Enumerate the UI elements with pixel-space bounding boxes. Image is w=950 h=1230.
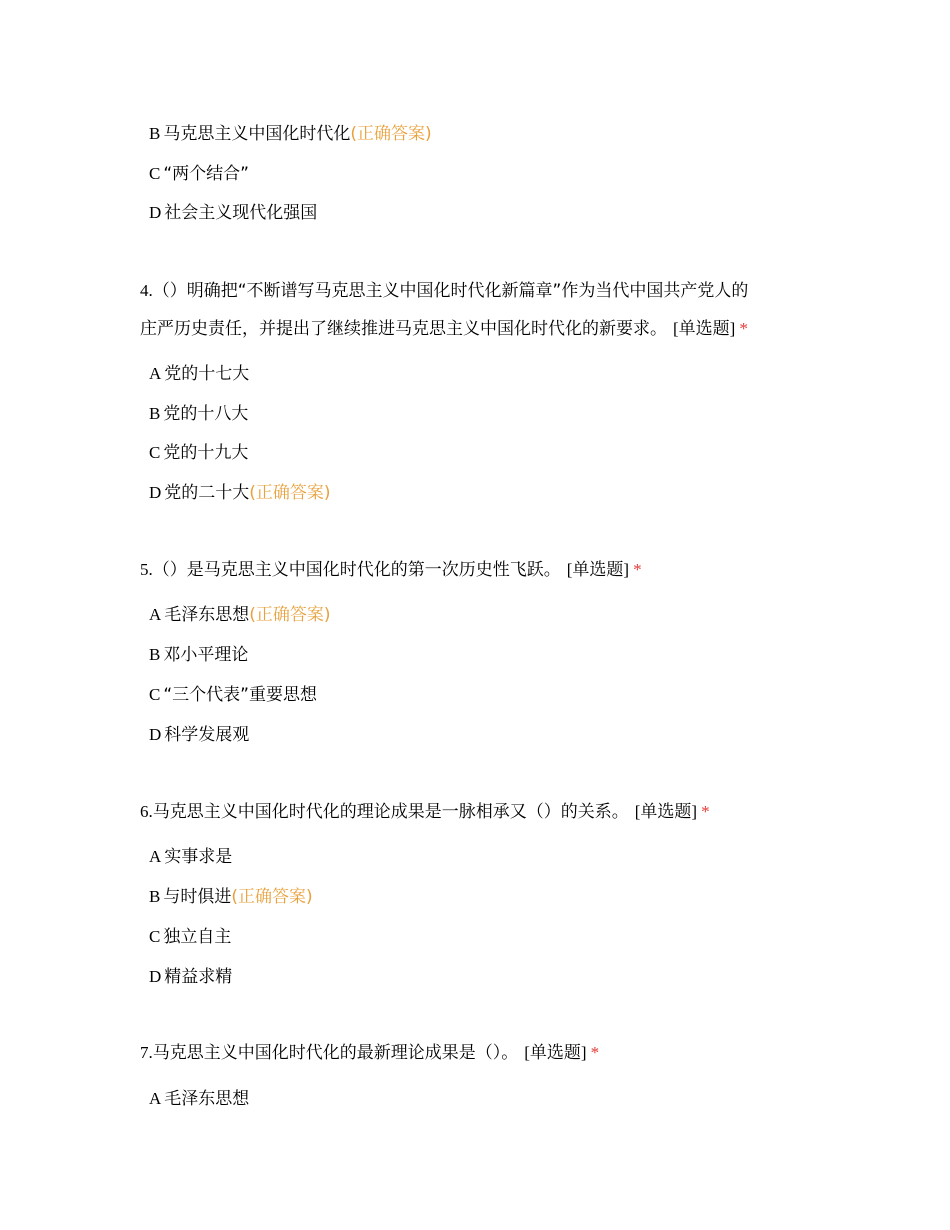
option-letter: A <box>149 364 162 383</box>
option-text: 马克思主义中国化时代化 <box>163 124 351 144</box>
question-type: [单选题] <box>634 802 698 821</box>
option-letter: D <box>149 725 162 744</box>
option-text: 实事求是 <box>164 847 233 867</box>
question-7-text <box>140 1034 820 1072</box>
question-stem: （）明确把“不断谱写马克思主义中国化时代化新篇章”作为当代中国共产党人的 <box>152 281 749 301</box>
q7-option-a <box>149 1087 249 1111</box>
option-text: 与时俱进 <box>163 887 232 907</box>
option-letter: D <box>149 967 162 986</box>
question-number: 4. <box>140 281 153 300</box>
question-stem: 马克思主义中国化时代化的理论成果是一脉相承又（）的关系。 <box>152 802 629 822</box>
q6-option-b <box>149 885 313 909</box>
option-letter: C <box>149 685 161 704</box>
correct-answer-tag: (正确答案) <box>249 605 331 625</box>
correct-answer-tag: (正确答案) <box>350 124 432 144</box>
option-letter: C <box>149 164 161 183</box>
option-text: 独立自主 <box>163 927 232 947</box>
q4-option-a <box>149 362 249 386</box>
required-marker: * <box>701 802 710 821</box>
option-letter: D <box>149 203 162 222</box>
question-stem: 庄严历史责任，并提出了继续推进马克思主义中国化时代化的新要求。 <box>140 319 667 339</box>
option-letter: B <box>149 887 161 906</box>
option-text: 毛泽东思想 <box>164 1089 250 1109</box>
option-text: 党的十九大 <box>163 443 249 463</box>
q5-option-b <box>149 643 248 667</box>
question-6-text <box>140 793 820 831</box>
question-4-text <box>140 272 820 348</box>
option-text: 党的十八大 <box>163 404 249 424</box>
option-letter: C <box>149 443 161 462</box>
option-letter: A <box>149 1089 162 1108</box>
option-text: 邓小平理论 <box>163 645 249 665</box>
q3-option-b <box>149 122 432 146</box>
question-type: [单选题] <box>524 1043 587 1062</box>
q4-option-d <box>149 481 331 505</box>
option-text: 毛泽东思想 <box>164 605 250 625</box>
option-text: 党的十七大 <box>164 364 250 384</box>
question-5-text <box>140 551 820 589</box>
option-text: 社会主义现代化强国 <box>164 203 318 223</box>
question-type: [单选题] <box>566 560 630 579</box>
required-marker: * <box>739 319 748 338</box>
q5-option-d <box>149 723 249 747</box>
required-marker: * <box>633 560 642 579</box>
question-stem: （）是马克思主义中国化时代化的第一次历史性飞跃。 <box>152 560 561 580</box>
option-letter: C <box>149 927 161 946</box>
question-number: 5. <box>140 560 153 579</box>
q4-option-b <box>149 402 248 426</box>
correct-answer-tag: (正确答案) <box>231 887 313 907</box>
correct-answer-tag: (正确答案) <box>249 483 331 503</box>
q6-option-c <box>149 925 231 949</box>
option-text: 科学发展观 <box>164 725 250 745</box>
question-4-line1 <box>140 272 820 310</box>
q4-option-c <box>149 441 248 465</box>
question-number: 6. <box>140 802 153 821</box>
option-text: “两个结合” <box>163 164 249 184</box>
option-letter: B <box>149 645 161 664</box>
option-letter: B <box>149 404 161 423</box>
option-text: “三个代表”重要思想 <box>163 685 317 705</box>
required-marker: * <box>590 1043 600 1062</box>
option-text: 精益求精 <box>164 967 233 987</box>
option-letter: A <box>149 847 162 866</box>
q3-option-c <box>149 162 249 186</box>
option-letter: D <box>149 483 162 502</box>
q3-option-d <box>149 201 317 225</box>
question-number: 7. <box>140 1043 153 1062</box>
option-text: 党的二十大 <box>164 483 250 503</box>
question-4-line2 <box>140 310 820 348</box>
q5-option-a <box>149 603 331 627</box>
option-letter: B <box>149 124 161 143</box>
question-type: [单选题] <box>673 319 736 338</box>
q5-option-c <box>149 683 317 707</box>
option-letter: A <box>149 605 162 624</box>
question-stem: 马克思主义中国化时代化的最新理论成果是（）。 <box>152 1043 519 1063</box>
q6-option-d <box>149 965 232 989</box>
q6-option-a <box>149 845 232 869</box>
